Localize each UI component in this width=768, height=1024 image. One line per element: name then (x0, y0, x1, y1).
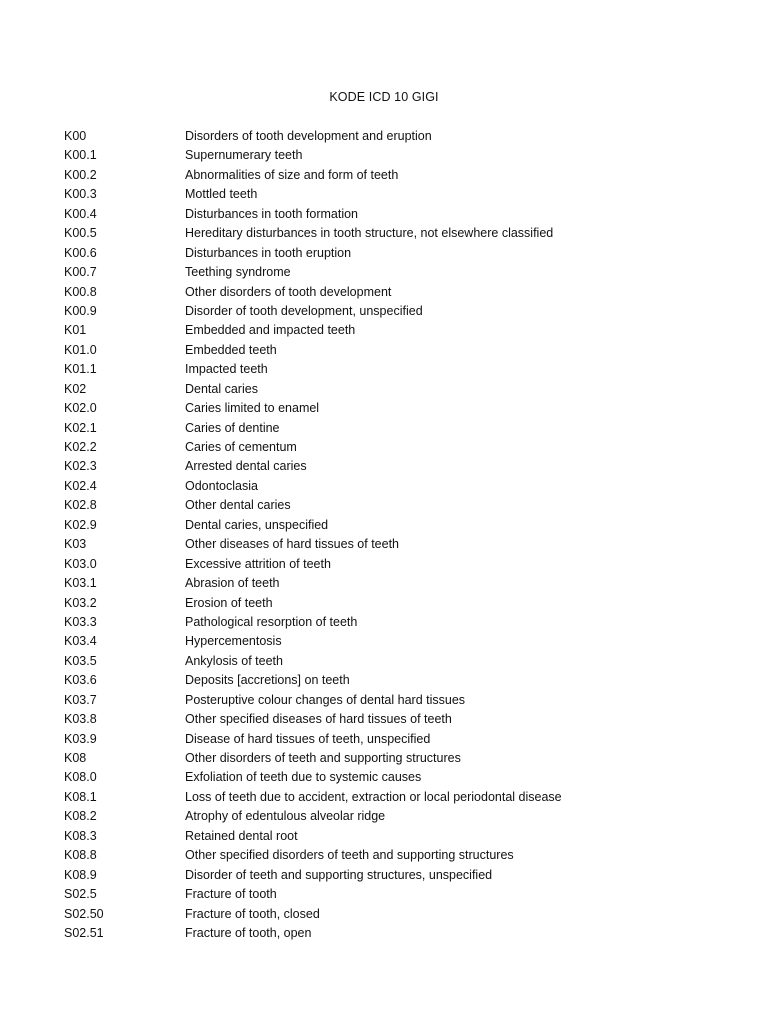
code-row (64, 671, 704, 690)
icd-code: K03.1 (64, 576, 97, 591)
code-row (64, 905, 704, 924)
icd-description: Odontoclasia (185, 478, 258, 493)
code-row (64, 302, 704, 321)
icd-code: K01.0 (64, 342, 97, 357)
code-row (64, 535, 704, 554)
icd-description: Excessive attrition of teeth (185, 556, 331, 571)
code-row (64, 185, 704, 204)
icd-description: Caries of cementum (185, 440, 297, 454)
icd-code: S02.50 (64, 906, 104, 921)
icd-description: Arrested dental caries (185, 459, 307, 474)
icd-code: K00.8 (64, 284, 97, 299)
icd-description: Deposits [accretions] on teeth (185, 673, 350, 688)
icd-description: Fracture of tooth, open (185, 925, 312, 940)
code-row (64, 516, 704, 535)
icd-description: Other disorders of tooth development (185, 284, 392, 299)
icd-code-list (64, 127, 704, 943)
code-row (64, 924, 704, 943)
code-row (64, 321, 704, 340)
icd-description: Exfoliation of teeth due to systemic causes (185, 770, 422, 785)
icd-code: K00.9 (64, 303, 97, 318)
icd-code: K00.2 (64, 167, 97, 182)
icd-code: K03.4 (64, 634, 97, 649)
icd-description: Teething syndrome (185, 265, 291, 280)
icd-description: Caries limited to enamel (185, 401, 320, 416)
icd-description: Embedded and impacted teeth (185, 323, 356, 338)
icd-description: Embedded teeth (185, 342, 277, 357)
icd-description: Disease of hard tissues of teeth, unspecified (185, 731, 431, 746)
icd-code: K00.3 (64, 187, 97, 202)
icd-description: Fracture of tooth, closed (185, 906, 320, 921)
code-row (64, 380, 704, 399)
code-row (64, 360, 704, 379)
icd-code: K02.2 (64, 440, 97, 454)
icd-description: Impacted teeth (185, 362, 268, 377)
document-title: KODE ICD 10 GIGI (329, 90, 439, 104)
icd-description: Abrasion of teeth (185, 576, 280, 591)
icd-description: Other disorders of teeth and supporting structures (185, 751, 461, 765)
code-row (64, 263, 704, 282)
icd-code: K03.3 (64, 614, 97, 629)
code-row (64, 866, 704, 885)
code-row (64, 885, 704, 904)
code-row (64, 594, 704, 613)
icd-description: Caries of dentine (185, 420, 280, 435)
code-row (64, 574, 704, 593)
code-row (64, 613, 704, 632)
code-row (64, 146, 704, 165)
icd-code: K02.9 (64, 517, 97, 532)
code-row (64, 730, 704, 749)
icd-code: K08 (64, 751, 87, 765)
code-row (64, 457, 704, 476)
icd-code: K08.1 (64, 789, 97, 804)
code-row (64, 807, 704, 826)
code-row (64, 283, 704, 302)
icd-code: K02 (64, 381, 87, 396)
icd-code: K00 (64, 129, 87, 143)
code-row (64, 846, 704, 865)
icd-code: K03 (64, 537, 87, 552)
icd-code: K03.8 (64, 712, 97, 727)
icd-code: S02.51 (64, 925, 104, 940)
code-row (64, 166, 704, 185)
icd-code: K03.2 (64, 595, 97, 610)
code-row (64, 496, 704, 515)
code-row (64, 632, 704, 651)
code-row (64, 788, 704, 807)
icd-code: S02.5 (64, 887, 97, 902)
icd-description: Mottled teeth (185, 187, 258, 202)
icd-description: Abnormalities of size and form of teeth (185, 167, 399, 182)
icd-code: K03.7 (64, 692, 97, 707)
icd-code: K03.6 (64, 673, 97, 688)
icd-description: Retained dental root (185, 828, 298, 843)
code-row (64, 224, 704, 243)
code-row (64, 205, 704, 224)
icd-code: K00.4 (64, 206, 97, 221)
icd-description: Pathological resorption of teeth (185, 614, 358, 629)
code-row (64, 827, 704, 846)
icd-description: Disturbances in tooth eruption (185, 245, 352, 260)
code-row (64, 555, 704, 574)
code-row (64, 244, 704, 263)
code-row (64, 710, 704, 729)
icd-description: Other diseases of hard tissues of teeth (185, 537, 400, 552)
icd-description: Loss of teeth due to accident, extraction or local periodontal disease (185, 789, 562, 804)
code-row (64, 749, 704, 768)
icd-description: Hypercementosis (185, 634, 282, 649)
icd-description: Posteruptive colour changes of dental hard tissues (185, 692, 466, 707)
icd-code: K00.6 (64, 245, 97, 260)
icd-code: K02.1 (64, 420, 97, 435)
icd-description: Fracture of tooth (185, 887, 277, 902)
code-row (64, 438, 704, 457)
code-row (64, 768, 704, 787)
icd-code: K01 (64, 323, 87, 338)
icd-description: Disorder of tooth development, unspecified (185, 303, 423, 318)
icd-description: Atrophy of edentulous alveolar ridge (185, 809, 386, 824)
code-row (64, 691, 704, 710)
icd-description: Dental caries, unspecified (185, 517, 329, 532)
icd-code: K00.1 (64, 148, 97, 163)
icd-description: Other specified diseases of hard tissues of teeth (185, 712, 452, 727)
code-row (64, 127, 704, 146)
code-row (64, 341, 704, 360)
icd-description: Disorders of tooth development and eruption (185, 129, 432, 143)
icd-description: Hereditary disturbances in tooth structure, not elsewhere classified (185, 226, 554, 241)
code-row (64, 477, 704, 496)
icd-code: K08.3 (64, 828, 97, 843)
icd-code: K02.8 (64, 498, 97, 513)
code-row (64, 419, 704, 438)
icd-code: K03.9 (64, 731, 97, 746)
icd-code: K08.9 (64, 867, 97, 882)
icd-description: Disorder of teeth and supporting structures, unspecified (185, 867, 493, 882)
icd-code: K03.5 (64, 653, 97, 668)
code-row (64, 652, 704, 671)
icd-description: Dental caries (185, 381, 258, 396)
icd-code: K00.7 (64, 265, 97, 280)
icd-code: K08.8 (64, 848, 97, 863)
code-row (64, 399, 704, 418)
icd-code: K01.1 (64, 362, 97, 377)
icd-code: K08.2 (64, 809, 97, 824)
icd-code: K03.0 (64, 556, 97, 571)
icd-code: K08.0 (64, 770, 97, 785)
icd-description: Disturbances in tooth formation (185, 206, 359, 221)
icd-description: Other dental caries (185, 498, 291, 513)
icd-description: Ankylosis of teeth (185, 653, 283, 668)
icd-description: Erosion of teeth (185, 595, 273, 610)
icd-description: Supernumerary teeth (185, 148, 303, 163)
icd-code: K00.5 (64, 226, 97, 241)
icd-code: K02.3 (64, 459, 97, 474)
icd-code: K02.4 (64, 478, 97, 493)
icd-description: Other specified disorders of teeth and supporting structures (185, 848, 514, 863)
icd-code: K02.0 (64, 401, 97, 416)
